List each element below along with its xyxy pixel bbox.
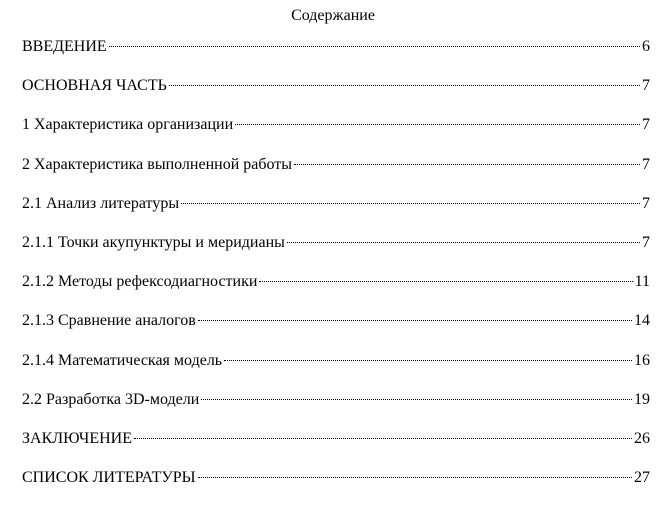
dot-leader [224, 360, 632, 361]
toc-entry-acupuncture-points[interactable] [22, 233, 650, 272]
toc-entry-analog-comparison[interactable] [22, 311, 650, 350]
toc-entry-label: 2.2 Разработка 3D-модели [22, 390, 200, 408]
toc-entry-page: 11 [634, 273, 650, 291]
toc-entry-page: 7 [642, 155, 650, 173]
toc-entry-page: 27 [634, 469, 650, 487]
toc-entry-main-part[interactable] [22, 76, 650, 115]
toc-entry-page: 7 [642, 233, 650, 251]
toc-entry-label: 1 Характеристика организации [22, 116, 234, 134]
dot-leader [235, 124, 640, 125]
toc-entry-page: 7 [642, 116, 650, 134]
toc-entry-conclusion[interactable] [22, 429, 650, 468]
toc-entry-page: 6 [642, 38, 650, 55]
dot-leader [181, 203, 640, 204]
toc-entry-label: 2.1.2 Методы рефексодиагностики [22, 273, 258, 291]
table-of-contents [22, 37, 650, 507]
dot-leader [259, 281, 632, 282]
dot-leader [109, 46, 640, 47]
toc-entry-introduction[interactable] [22, 37, 650, 76]
dot-leader [169, 85, 640, 86]
toc-entry-label: ВВЕДЕНИЕ [22, 38, 107, 55]
toc-entry-math-model[interactable] [22, 351, 650, 390]
toc-entry-page: 14 [634, 312, 650, 330]
dot-leader [287, 242, 640, 243]
toc-title: Содержание [291, 7, 375, 24]
toc-entry-diagnostic-methods[interactable] [22, 272, 650, 311]
toc-entry-page: 7 [642, 194, 650, 212]
toc-entry-page: 7 [642, 77, 650, 95]
toc-entry-literature-analysis[interactable] [22, 194, 650, 233]
dot-leader [198, 477, 632, 478]
toc-entry-label: 2.1.1 Точки акупунктуры и меридианы [22, 233, 285, 251]
toc-entry-label: 2.1.3 Сравнение аналогов [22, 312, 196, 330]
toc-entry-label: 2.1.4 Математическая модель [22, 351, 223, 369]
dot-leader [294, 164, 640, 165]
toc-entry-references[interactable] [22, 468, 650, 507]
dot-leader [201, 399, 632, 400]
toc-entry-label: ЗАКЛЮЧЕНИЕ [22, 429, 132, 447]
toc-entry-work-done[interactable] [22, 155, 650, 194]
toc-entry-label: 2 Характеристика выполненной работы [22, 155, 293, 173]
toc-entry-label: 2.1 Анализ литературы [22, 194, 180, 212]
toc-entry-page: 26 [634, 429, 650, 447]
dot-leader [134, 438, 632, 439]
dot-leader [198, 320, 632, 321]
toc-entry-label: СПИСОК ЛИТЕРАТУРЫ [22, 469, 196, 487]
toc-entry-organization[interactable] [22, 115, 650, 154]
toc-entry-page: 16 [634, 351, 650, 369]
toc-entry-label: ОСНОВНАЯ ЧАСТЬ [22, 77, 167, 95]
toc-entry-page: 19 [634, 390, 650, 408]
toc-entry-3d-model[interactable] [22, 390, 650, 429]
